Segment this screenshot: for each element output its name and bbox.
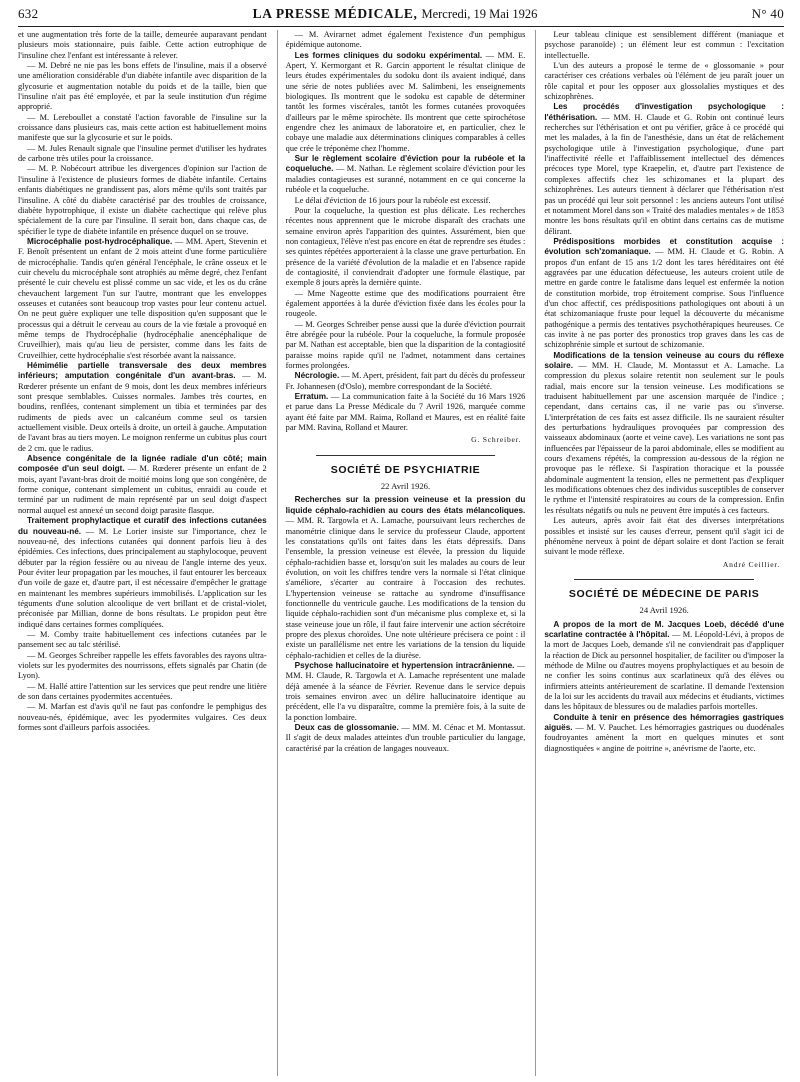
- section-title: Les procédés d'investigation psychologique : l'éthérisation.: [544, 102, 784, 122]
- header-rule: [18, 26, 784, 27]
- paragraph: Le délai d'éviction de 16 jours pour la rubéole est excessif.: [294, 195, 491, 205]
- section: [18, 361, 267, 454]
- section-text: — M. Nathan. Le règlement scolaire d'éviction pour les maladies contagieuses est suranné, notamment en ce qui concerne la rubéole et la coqueluche.: [285, 164, 526, 195]
- section-title: Nécrologie.: [294, 371, 340, 381]
- section-text: — MM. H. Claude et G. Robin ont continué leurs recherches sur l'éthérisation et ont pu vérifier, grâce à ce procédé qui met les malades, à la fin de l'anesthésie, dans un état de relâchement psychologique utile à l'investigation psychologique, d'une part l'inaffectivité réelle et l'affaiblissement intellectuel des démences précoces type Morel, type Kraepelin, et, d'autre part l'existence de complexes affectifs chez les schizomanes et la plupart des schizophrènes. Les auteurs tiennent à déclarer que l'éthérisation n'est pas un procédé qui leur soit personnel : les anciens auteurs l'ont utilisé et notamment Morel dans son « Traité des maladies mentales » de 1853 montre les bons résultats qu'il en obtint dans certains cas de mutisme délirant.: [544, 112, 784, 236]
- paragraph: — M. Debré ne nie pas les bons effets de l'insuline, mais il a observé une amélioration considérable d'un diabète infantile avec disparition de la glycosurie et augmentation notable du poids et de la taille, bien que l'insuline n'ait pas été employée, et par la seule institution d'un régime approprié.: [18, 61, 267, 112]
- section: [286, 392, 526, 433]
- issue-date: Mercredi, 19 Mai 1926: [421, 7, 538, 21]
- section: [544, 237, 784, 351]
- paragraph: — M. Hallé attire l'attention sur les services que peut rendre une litière de son dans certaines pyodermites accentuées.: [18, 681, 267, 701]
- society-heading: [286, 455, 526, 492]
- section-text: — MM. H. Claude, M. Montassut et A. Lamache. La compression du plexus solaire retentit non seulement sur le pouls radial, mais encore sur la tension veineuse. Les modifications se traduisent habituellement par une ascension marquée de l'indice ; cependant, dans certains cas, il ne varie pas ou s'inverse. L'interprétation de ces faits est assez difficile. Ils ne sauraient résulter des perturbations hydrauliques provoquées par compression des vaisseaux abdominaux (aorte et veine cave). Les variations ne sont pas influencées par l'épaisseur de la paroi abdominale, elles se modifient au cours d'examens répétés, la compression au-dessous de la région ne provoque pas le réflexe. Si l'aspiration thoracique et la poussée abdominale augmentent la tension, elles ne permettent pas d'expliquer les modifications obtenues chez des individus susceptibles de conserver le rythme et l'intensité respiratoires au cours de la compression. Enfin les résultats négatifs ou nuls ne peuvent être imputés à ces facteurs.: [544, 361, 784, 515]
- running-head: [18, 6, 784, 28]
- section: [544, 713, 784, 754]
- issue-number: N° 40: [751, 6, 784, 21]
- section: [18, 237, 267, 361]
- paragraph: — M. Jules Renault signale que l'insuline permet d'utiliser les hydrates de carbone très utiles pour la croissance.: [18, 143, 267, 164]
- section-text: — MM. R. Targowla et A. Lamache, poursuivant leurs recherches de manométrie clinique dans le service du professeur Claude, apportent les constatations qu'ils ont faites dans les états dépressifs. Dans l'ensemble, la pression veineuse est élevée, la pression du liquide céphalo-rachidien basse et, lorsqu'on suit les malades au cours de leur évolution, on voit les chiffres tendre vers la normale si l'état clinique s'améliore, s'écarter au contraire à l'occasion des rechutes. L'hypertension veineuse se rattache au syndrome d'insuffisance fonctionnelle du ventricule gauche. Les modifications de la tension du liquide céphalo-rachidien sont d'un mécanisme plus complexe et, si la stase veineuse joue un rôle, il faut faire intervenir une action sécrétoire propre des plexus choroïdes. Une note ultérieure précisera ce point : il existe un parallélisme net entre les variations de la tension du liquide céphalo-rachidien et celles de la diurèse.: [285, 516, 526, 660]
- society-heading: [544, 579, 784, 616]
- divider: [574, 579, 754, 580]
- section-text: — La communication faite à la Société du 16 Mars 1926 et parue dans La Presse Médicale du 7 Avril 1926, marquée comme ayant été faite par MM. Raima, Rolland et Maures, est en réalité faite par MM. Ravina, Rolland et Maurer.: [285, 392, 526, 433]
- section-title: Traitement prophylactique et curatif des infections cutanées du nouveau-né.: [18, 516, 267, 536]
- signature: G. Schreiber.: [471, 435, 522, 445]
- journal-title: [253, 6, 538, 22]
- column-3: [535, 30, 784, 1076]
- section-text: — M. Rœderer présente un enfant de 2 mois, ayant l'avant-bras droit de moitié moins long que son congénère, de forme conique, contenant simplement un cubitus, enraidi au coude et terminé par un rudiment de main représenté par un seul doigt d'aspect normal auquel est annexé un second doigt parasite flasque.: [18, 464, 267, 515]
- paragraph: — M. Comby traite habituellement ces infections cutanées par le pansement sec au talc stérilisé.: [18, 629, 267, 650]
- section: [18, 516, 267, 630]
- signature: André Ceillier.: [722, 559, 780, 569]
- section-title: Deux cas de glossomanie.: [294, 723, 399, 733]
- session-date: 24 Avril 1926.: [639, 604, 689, 615]
- paragraph: — M. Georges Schreiber pense aussi que la durée d'éviction pourrait être abrégée pour la rubéole. Pour la coqueluche, la formule proposée par M. Nathan est acceptable, bien que la disparition de la contagiosité paraisse moins rapide qu'il ne l'admet, notamment dans certaines formes prolongées.: [285, 319, 526, 370]
- society-name: SOCIÉTÉ DE PSYCHIATRIE: [330, 463, 481, 476]
- section: [544, 620, 784, 713]
- section: [286, 723, 526, 754]
- section-title: A propos de la mort de M. Jacques Loeb, décédé d'une scarlatine contractée à l'hôpital.: [544, 619, 784, 639]
- journal-name: LA PRESSE MÉDICALE,: [252, 6, 418, 21]
- section: [286, 154, 526, 195]
- paragraph: — M. Lereboullet a constaté l'action favorable de l'insuline sur la croissance dans plusieurs cas, mais cette action est habituellement moins manifeste que sur la glycosurie et sur le poids.: [18, 112, 267, 143]
- section-title: Les formes cliniques du sodoku expérimental.: [294, 50, 483, 60]
- paragraph: — M. P. Nobécourt attribue les divergences d'opinion sur l'action de l'insuline à l'existence de plusieurs formes de diabète infantile. Certains enfants diabétiques ne grandissent pas, alors même qu'ils sont traités par l'insuline. A côté du diabète caractérisé par des troubles de croissance, diabète hypotrophique, il existe un diabète cachectique qui relève plus spécialement de la cure par l'insuline. Il serait bon, dans chaque cas, de spécifier le type de diabète infantile en présence duquel on se trouve.: [18, 164, 267, 236]
- section: [544, 351, 784, 517]
- section-title: Microcéphalie post-hydrocéphalique.: [27, 236, 173, 246]
- section-title: Sur le règlement scolaire d'éviction pour la rubéole et la coqueluche.: [285, 154, 526, 174]
- paragraph: Leur tableau clinique est sensiblement différent (maniaque et psychose paranoïde) ; un élément leur est commun : l'excitation intellectuelle.: [544, 30, 784, 60]
- section-text: — M. Rœderer présente un enfant de 9 mois, dont les deux membres inférieurs sont presque semblables. Cuisses normales. Jambes très courtes, en boudins, renflées, contenant simplement un tibia et terminées par des rudiments de pieds avec un calcanéum comme seul os tarsien actuellement visible. Deux orteils à droite, un orteil à gauche. Amputation de l'avant bras au tiers moyen. Le moignon renferme un cubitus plus court de 2 cm. que le radius.: [18, 371, 267, 453]
- section-text: — M. V. Pauchet. Les hémorragies gastriques ou duodénales foudroyantes amènent la mort en quelques minutes et sont diagnostiquées « angine de poitrine », anévrisme de l'aorte, etc.: [544, 723, 784, 753]
- section-title: Modifications de la tension veineuse au cours du réflexe solaire.: [544, 350, 784, 370]
- section-text: — M. Léopold-Lévi, à propos de la mort de Jacques Loeb, demande s'il ne conviendrait pas d'appliquer la réaction de Dick au personnel hospitalier, de faciliter ou d'imposer la méthode de Milne ou d'autres moyens prophylactiques et au besoin de ne confier les soins continus aux scarlatineux qu'à des élèves ou infirmiers atteints antérieurement de scarlatine. Il demande l'extension de la loi sur les accidents du travail aux médecins et étudiants, victimes dans les hôpitaux de blessures ou de maladies parfois mortelles.: [544, 629, 784, 712]
- session-date: 22 Avril 1926.: [380, 480, 431, 491]
- section-text: — MM. E. Apert, Y. Kermorgant et R. Garcin apportent le résultat clinique de leurs études expérimentales du sodoku dont ils avaient indiqué, dans une série de notes publiées avec M. Salimbeni, les enseignements biologiques. Ils montrent que le sodoku est capable de déterminer tantôt les formes viscérales, tantôt les formes cutanées provoquées d'ailleurs par le même spirochète. Ils montrent que cette spirochétose engendre chez les animaux de laboratoire et, en particulier, chez le cobaye une maladie aux déterminations cliniques comparables à celles que crée le tréponème chez l'homme.: [285, 50, 526, 153]
- paragraph: Les auteurs, après avoir fait état des diverses interprétations possibles et insisté sur les causes d'erreur, pensent qu'il s'agit ici de phénomène nerveux à point de départ solaire et dont l'action se ferait suivant le mode réflexe.: [544, 516, 784, 557]
- section-text: — M. Apert, président, fait part du décès du professeur Fr. Johannesen (d'Oslo), membre correspondant de la Société.: [285, 371, 526, 391]
- society-name: SOCIÉTÉ DE MÉDECINE DE PARIS: [568, 587, 760, 600]
- section-text: — MM. H. Claude et G. Robin. A propos d'un enfant de 15 ans 1/2 dont les tares héréditaires ont été aggravées par une éducation défectueuse, les auteurs croient utile de mettre en garde contre le fatalisme dans lequel est enfermée la notion de constitution morbide, trop étroitement comprise. Sous l'influence d'un choc affectif, ces prédispositions pathologiques ont abouti à un état schizomaniaque fruste pour lequel la découverte du mécanisme pathogénique a permis des tentatives psychothérapiques heureuses. Ce cas invite à ne pas porter des pronostics trop graves dans les cas de schizophrénie simple et surtout de schizomanie.: [544, 247, 784, 350]
- section-text: — MM. M. Cénac et M. Montassut. Il s'agit de deux malades atteintes d'un trouble particulier du langage, caractérisé par la création de langages nouveaux.: [285, 723, 526, 753]
- section-text: — M. Le Lorier insiste sur l'importance, chez le nouveau-né, des infections cutanées qui donnent parfois lieu à des épidémies. Ces infections, dues principalement au staphylocoque, peuvent débuter par la région fessière ou au niveau de l'angle interne des yeux. Pour éviter leur propagation par les mouches, il faut entourer les berceaux d'un voile de gaze et, d'autre part, il est nécessaire d'empêcher le grattage en maintenant les membres supérieurs immobilisés. L'application sur les téguments d'une solution alcoolique de vert brillant et de cristal-violet, préconisée par Millian, donne de bons résultats. Le propidon peut être indiqué dans certaines formes compliquées.: [18, 526, 267, 629]
- paragraph: et une augmentation très forte de la taille, demeurée auparavant pendant plusieurs mois stationnaire, puis faible. Cette action eutrophique de l'insuline chez l'enfant est intéressante à relever.: [18, 30, 267, 60]
- paragraph: L'un des auteurs a proposé le terme de « glossomanie » pour caractériser ces créations verbales où l'élément de jeu paraît jouer un rôle capital et pour les opposer aux glossolalies mystiques et des schizophrènes.: [544, 61, 784, 102]
- paragraph: — Mme Nageotte estime que des modifications pourraient être également apportées à la durée d'éviction fixée dans les écoles pour la rougeole.: [285, 288, 526, 319]
- article-columns: [18, 30, 784, 1076]
- paragraph: — M. Marfan est d'avis qu'il ne faut pas confondre le pemphigus des nouveau-nés, épidémique, avec les pyodermites vulgaires. Ces deux formes sont d'ailleurs parfois associées.: [18, 702, 267, 733]
- paragraph: Pour la coqueluche, la question est plus délicate. Les recherches récentes nous apprennent que le microbe disparaît des crachats une semaine environ après l'apparition des quintes. Assurément, bien que non contagieux, l'élève n'est pas encore en état de reprendre ses études : ses quintes répétées apporteraient à la classe une grave perturbation. En présence de la variété d'évolution de la maladie et en l'absence rapide de contagiosité, il conviendrait d'adopter une formule élastique, par exemple 8 jours après la dernière quinte.: [285, 205, 526, 288]
- section: [544, 102, 784, 236]
- column-1: [18, 30, 267, 1076]
- section: [286, 371, 526, 392]
- section: [18, 454, 267, 516]
- divider: [316, 455, 496, 456]
- section-title: Recherches sur la pression veineuse et la pression du liquide céphalo-rachidien au cours des états mélancoliques.: [285, 495, 526, 515]
- section: [286, 495, 526, 661]
- section-text: — MM. H. Claude, R. Targowla et A. Lamache représentent une malade déjà amenée à la séance de Février. Revenue dans le service depuis trois semaines environ avec un délire hallucinatoire identique au précédent, elle l'a vu disparaître, comme la première fois, à la suite de la ponction lombaire.: [285, 660, 526, 722]
- column-2: [277, 30, 526, 1076]
- section-title: Psychose hallucinatoire et hypertension intracrânienne.: [294, 660, 515, 670]
- section-title: Prédispositions morbides et constitution acquise : évolution sch'zomaniaque.: [544, 236, 784, 257]
- section-title: Absence congénitale de la lignée radiale d'un côté; main composée d'un seul doigt.: [18, 454, 267, 474]
- page-number: 632: [18, 6, 39, 21]
- section-title: Hémimélie partielle transversale des deux membres inférieurs; amputation congénitale d'un avant-bras.: [18, 361, 267, 381]
- section: [286, 51, 526, 154]
- section: [286, 661, 526, 723]
- paragraph: — M. Avirагnet admet également l'existence d'un pemphigus épidémique autonome.: [285, 30, 526, 50]
- section-title: Erratum.: [294, 392, 329, 402]
- paragraph: — M. Georges Schreiber rappelle les effets favorables des rayons ultra-violets sur les pyodermites des nourrissons, effets signalés par Chatin (de Lyon).: [18, 650, 267, 681]
- section-text: — MM. Apert, Stevenin et F. Benoît présentent un enfant de 2 mois atteint d'une forme particulière de microcéphalie. Tandis qu'en général l'encéphale, le crâne osseux et le cuir chevelu du microcéphale sont atrophiés au même degré, chez l'enfant présenté le cuir chevelu est plissé comme un sac vide, et les os du crâne chevauchent largement l'un sur l'autre, montrant que les enveloppes osseuses et cutanées sont beaucoup trop vastes pour leur contenu actuel. On ne peut guère expliquer une telle disposition qu'en supposant que le processus qui a détruit le cerveau au cours de la vie fœtale a provoqué en même temps de l'hydrocéphalie (hydrocéphalie anencéphalique de Cruveilhier), mais qu'au lieu de persister, comme dans les faits de Cruveilhier, cette hydrocéphalie s'est résorbée avant la naissance.: [18, 236, 267, 360]
- section-title: Conduite à tenir en présence des hémorragies gastriques aiguës.: [544, 712, 784, 733]
